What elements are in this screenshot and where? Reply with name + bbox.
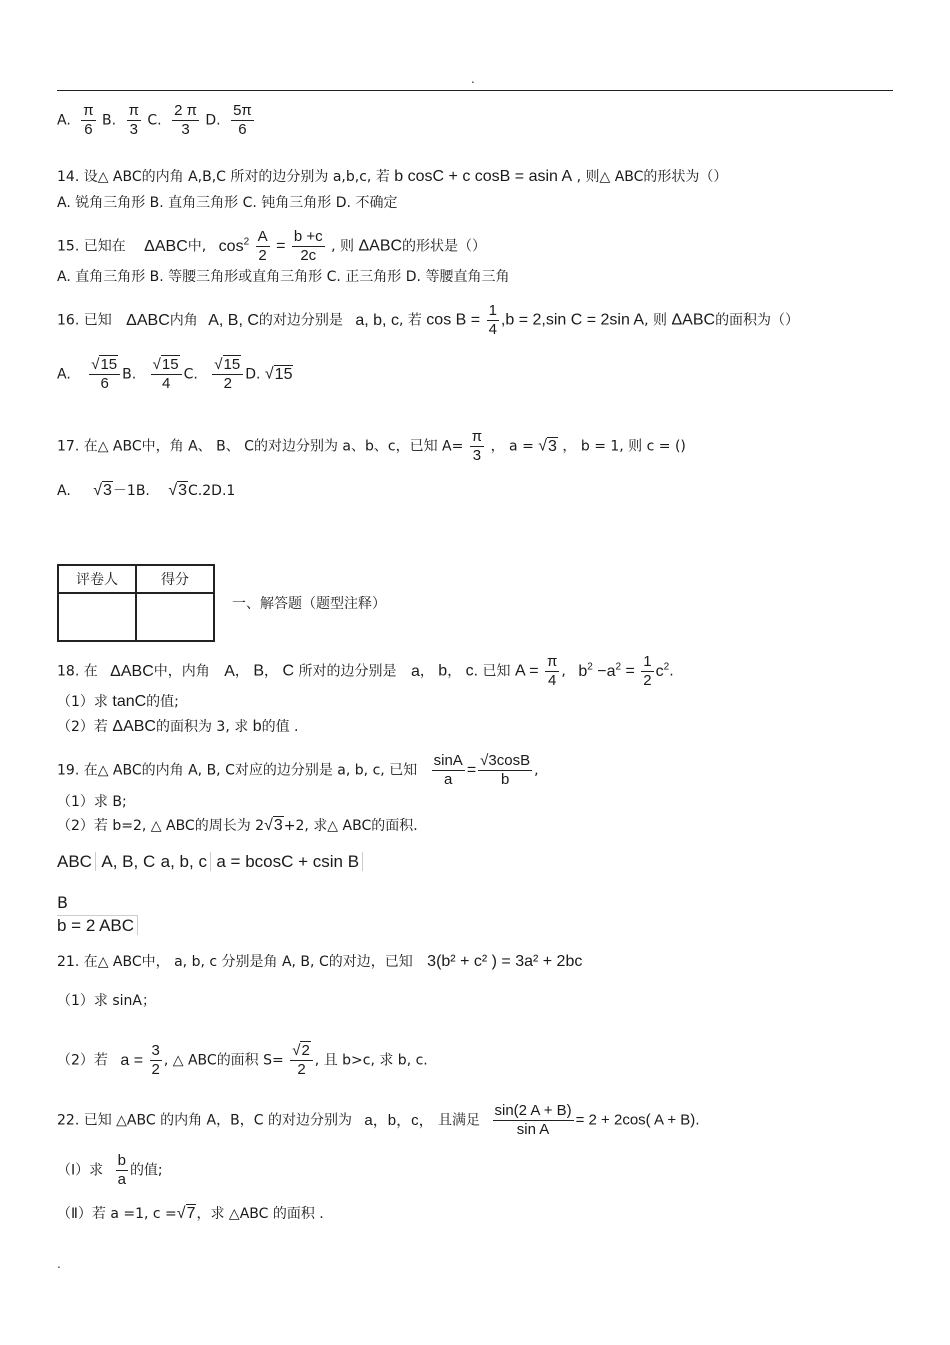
q18-minus-a-squared: $-a^2$ (597, 661, 622, 680)
q19-part1: （1）求 B; (57, 794, 127, 810)
q15-cos: $\cos^2$ (218, 236, 250, 255)
q18-part2-mid: 的面积为 3, 求 (155, 719, 249, 735)
q17-stem-tail: ， b = 1, 则 c = () (562, 438, 686, 455)
score-header: 得分 (136, 565, 214, 593)
q16-stem (57, 302, 799, 339)
q17-stem-text: 17. 在△ ABC中，角 A、 B、 C的对边分别为 a、b、c，已知 A= (57, 438, 464, 455)
q22-fraction-b-a: $\frac{b}{a}$ (117, 1152, 126, 1188)
q14-stem-text: 14. 设△ ABC的内角 A,B,C 所对的边分别为 a,b,c, 若 (57, 169, 390, 185)
q13-option-b-label: B. (102, 112, 117, 129)
q13-option-d-label: D. (205, 112, 221, 129)
q18-side-b: b (438, 662, 448, 680)
q18-angle-a: A (224, 662, 235, 680)
q16-options (57, 356, 293, 393)
q16-stem-if: , 若 (398, 312, 422, 329)
q21-stem-text: 21. 在△ ABC中， a, b, c 分别是角 A, B, C的对边，已知 (57, 954, 413, 970)
q14-formula: b cosC + c cosB = asin A (394, 168, 573, 185)
q18-angle-b: B (253, 662, 265, 680)
q18-side-c: c (465, 662, 474, 680)
q17-fraction-pi3: $\frac{\pi}{3}$ (471, 428, 483, 464)
q18-b-squared: $b^2$ (578, 661, 593, 680)
q21-area-text: , △ ABC的面积 S= (163, 1052, 284, 1069)
q18-c-squared: $c^2$ (655, 661, 670, 680)
q18-equals: = (625, 662, 635, 680)
q15-equals: = (276, 237, 286, 255)
q20-fragment-line2: B (57, 893, 68, 912)
q22-part1-label: （Ⅰ）求 (57, 1162, 104, 1179)
q18-triangle: ΔABC (110, 662, 154, 680)
q19-stem-text: 19. 在△ ABC的内角 A, B, C对应的边分别是 a, b, c, 已知 (57, 762, 418, 779)
section-title: 一、解答题（题型注释） (232, 596, 386, 612)
q18-part1-tail: 的值; (146, 694, 179, 710)
q16-option-d-label: D. (245, 366, 261, 383)
grader-score-table (57, 564, 215, 642)
q18-fraction-pi4: $\frac{\pi}{4}$ (547, 653, 558, 689)
q15-fraction-bc: $\frac{b +c}{2c}$ (293, 228, 323, 264)
q16-option-b-fraction: $\frac{√15}{4}$ (151, 356, 182, 393)
q15-triangle: ΔABC (144, 237, 188, 255)
q18-tanc: tanC (112, 693, 147, 710)
q19-part2 (57, 816, 418, 836)
q13-options (57, 102, 256, 139)
q21-part2 (57, 1042, 428, 1079)
q18-stem-mid2: 所对的边分别是 (298, 663, 397, 680)
q21-fraction-3-2: $\frac{3}{2}$ (151, 1042, 160, 1078)
q22-rhs: = 2 + 2cos( A + B) (575, 1111, 696, 1129)
q14-stem-tail: , 则△ ABC的形状为（） (576, 169, 728, 185)
q18-angle-c: C (282, 662, 295, 680)
q15-stem-text: 15. 已知在 (57, 238, 126, 255)
q17-option-b-sqrt: √3 (168, 482, 188, 499)
q14-options: A. 锐角三角形 B. 直角三角形 C. 钝角三角形 D. 不确定 (57, 195, 398, 211)
q13-option-a-label: A. (57, 112, 71, 129)
q16-angles: A, B, C (208, 311, 259, 329)
q21-part2-label: （2）若 (57, 1052, 108, 1069)
footer-dot: . (57, 1257, 61, 1271)
q18-part2 (57, 717, 299, 737)
q22-part1-tail: 的值; (129, 1162, 163, 1179)
q22-part2-tail: ，求 △ABC 的面积 . (196, 1206, 324, 1222)
q19-fraction-cosb: $\frac{√3\cos B}{b}$ (480, 752, 531, 788)
q22-part2 (57, 1204, 324, 1224)
q22-sqrt7: √7 (176, 1205, 196, 1222)
grader-header: 评卷人 (58, 565, 136, 593)
q15-stem-then: , 则 (331, 238, 354, 255)
q16-option-a-fraction: $\frac{√15}{6}$ (89, 356, 120, 393)
q22-part2-text: （Ⅱ）若 a =1, c = (57, 1206, 177, 1222)
q16-option-a-label: A. (57, 366, 71, 383)
score-cell[interactable] (136, 593, 214, 641)
q18-side-a: a (410, 662, 420, 680)
q17-option-a-label: A. (57, 483, 71, 499)
q18-end: . (669, 663, 674, 680)
q15-fraction-a2: $\frac{A}{2}$ (257, 228, 268, 264)
q21-stem (57, 952, 582, 972)
q18-stem-mid: 中，内角 (153, 663, 210, 680)
q16-fraction-quarter: $\frac{1}{4}$ (488, 302, 497, 338)
q18-part2-tail: 的值 . (261, 719, 299, 735)
q21-formula: 3(b² + c² ) = 3a² + 2bc (427, 953, 583, 970)
q16-triangle-2: ΔABC (671, 311, 716, 329)
header-dot: . (471, 72, 475, 86)
q18-part2-b: b (252, 718, 262, 735)
q22-fraction-sin: $\frac{\sin(2 A + B)}{\text{sin A}}$ (494, 1102, 572, 1138)
q16-option-d-value: √15 (264, 365, 293, 383)
q17-option-a-sqrt: √3 (93, 482, 112, 499)
q19-fraction-sina: $\frac{\sin A}{a}$ (433, 752, 463, 788)
q18-part1 (57, 692, 179, 712)
q17-stem-a: ， a = (490, 438, 534, 455)
q22-stem-satisfy: 且满足 (438, 1112, 481, 1129)
q21-a-equals: a = (120, 1051, 144, 1069)
q20-formula: a = bcosC + csin B (216, 852, 363, 871)
q15-stem-mid: 中, (187, 238, 207, 255)
q18-part2-triangle: ΔABC (112, 718, 156, 735)
q16-sides: a, b, c (355, 311, 399, 329)
q18-part2-label: （2）若 (57, 719, 108, 735)
q20-angles: A, B, C (101, 852, 156, 871)
q13-option-a-fraction: $\frac{\pi}{6}$ (83, 102, 94, 138)
q18-stem: 18. 在 ΔABC中，内角 A， B， C 所对的边分别是 a， b， c. 已知 A = $\frac{\pi}{4}$ , $b^2 -a^2$ = $\frac{1}{2}$ $c^2$. (57, 653, 674, 689)
q20-b-equals: b = 2 ABC (57, 915, 138, 935)
q22-stem (57, 1102, 700, 1139)
q15-options: A. 直角三角形 B. 等腰三角形或直角三角形 C. 正三角形 D. 等腰直角三角 (57, 269, 510, 285)
q16-stem-text: 16. 已知 (57, 312, 112, 329)
q21-fraction-sqrt2-2: $\frac{√2}{2}$ (290, 1042, 313, 1079)
q20-sides: a, b, c (161, 852, 211, 871)
q16-option-b-label: B. (122, 366, 137, 383)
q16-stem-then: , 则 (644, 312, 668, 329)
q20-fragment-line1 (57, 852, 363, 872)
q15-stem (57, 228, 486, 265)
q19-stem (57, 752, 539, 789)
q19-part2-tail: +2, 求△ ABC的面积. (283, 818, 418, 834)
q16-triangle: ΔABC (126, 311, 170, 329)
q17-options (57, 481, 235, 501)
q13-option-c-label: C. (147, 112, 162, 129)
q15-stem-tail: 的形状是（） (402, 238, 487, 255)
q18-a-equals: A = (515, 662, 539, 680)
q22-stem-text: 22. 已知 △ABC 的内角 A，B，C 的对边分别为 (57, 1112, 352, 1129)
q16-stem-tail: 的面积为（） (715, 312, 800, 329)
q16-conditions: ,b = 2,sin C = 2sin A (500, 311, 645, 329)
q19-part2-sqrt: √3 (264, 817, 283, 834)
q22-part1 (57, 1152, 163, 1189)
q16-stem-mid2: 的对边分别是 (258, 312, 343, 329)
q13-option-c-fraction: $\frac{2 \pi}{3}$ (174, 102, 197, 138)
q19-part2-text: （2）若 b=2, △ ABC的周长为 2 (57, 818, 265, 834)
q21-part1: （1）求 sinA； (57, 993, 156, 1009)
q13-option-d-fraction: $\frac{5\pi}{6}$ (233, 102, 252, 138)
q15-triangle-2: ΔABC (358, 237, 403, 255)
q17-sqrt3: √3 (538, 437, 557, 455)
q22-end: . (695, 1112, 700, 1129)
q16-option-c-fraction: $\frac{√15}{2}$ (212, 356, 243, 393)
grader-cell[interactable] (58, 593, 136, 641)
q17-stem (57, 428, 686, 465)
q16-option-c-label: C. (183, 366, 198, 383)
q18-stem-text: 18. 在 (57, 663, 98, 680)
q16-stem-mid: 内角 (169, 312, 198, 329)
q17-option-a-rest: －1B. (112, 483, 150, 499)
q18-part1-label: （1）求 (57, 694, 108, 710)
q17-option-rest: C.2D.1 (188, 483, 236, 499)
q18-fraction-half: $\frac{1}{2}$ (643, 653, 652, 689)
q16-cosb: cos B = (426, 311, 481, 329)
q13-option-b-fraction: $\frac{\pi}{3}$ (128, 102, 139, 138)
q19-end: , (534, 762, 539, 779)
q14-stem (57, 167, 727, 187)
q20-abc: ABC (57, 852, 96, 871)
q20-fragment-line3 (57, 916, 138, 937)
q18-stem-given: . 已知 (473, 663, 511, 680)
q19-equals: = (466, 761, 477, 779)
q22-sides: a，b，c， (364, 1111, 434, 1129)
header-rule (57, 90, 893, 91)
q21-part2-tail: , 且 b>c, 求 b, c. (314, 1052, 428, 1069)
